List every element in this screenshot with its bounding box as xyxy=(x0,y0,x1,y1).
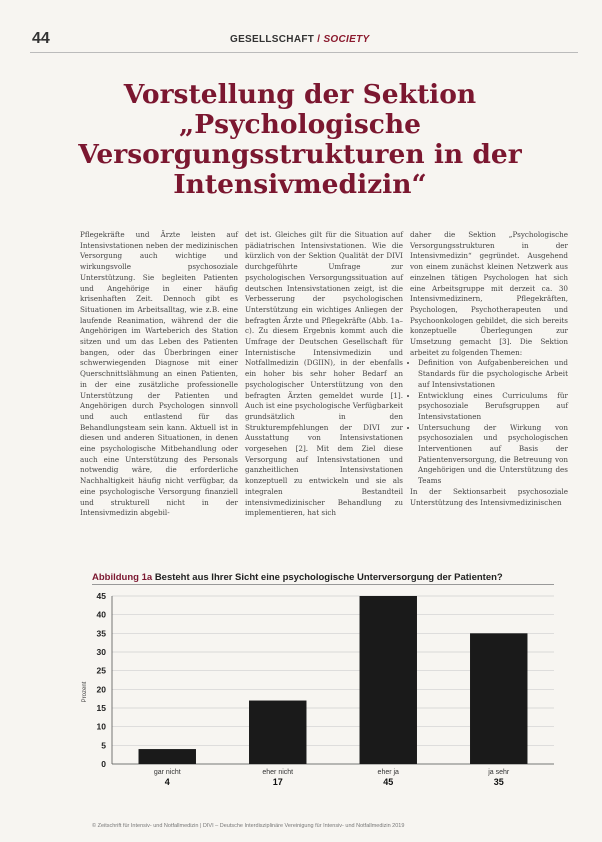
page-footer: © Zeitschrift für Intensiv- und Notfallmedizin | DIVI – Deutsche Interdisziplinäre Vereinigung für Intensiv- und Notfallmedizin 2019 xyxy=(92,823,405,829)
bar xyxy=(249,701,306,764)
list-item: • Definition von Aufgabenbereichen und Standards für die psychologische Arbeit auf Intensivstationen xyxy=(418,358,568,390)
body-paragraph: det ist. Gleiches gilt für die Situation auf pädiatrischen Intensivstationen. Wie die kürzlich von der Sektion Qualität der DIVI durchgeführte Umfrage zur psychologischen Versorgungssituation auf deutschen Intensivstationen zeigt, ist die Verbesserung der psychologischen Unterstützung ein wichtiges Anliegen der befragten Ärzte und Pflegekräfte (Abb. 1a–c). Zu diesem Ergebnis kommt auch die Umfrage der Deutschen Gesellschaft für Internistische Intensivmedizin und Notfallmedizin (DGIIN), in der ebenfalls ein hoher bis sehr hoher Bedarf an psychologischer Unterstützung von den befragten Ärzten gemeldet wurde [1]. Auch ist eine psychologische Verfügbarkeit grundsätzlich in den Strukturempfehlungen der DIVI zur Ausstattung von Intensivstationen vorgesehen [2]. Mit dem Ziel diese Versorgung auf Intensivstationen und ganzheitlichen Intensivstationen konzeptuell zu entwickeln und sie als integralen Bestandteil intensivmedizinischer Behandlung zu implementieren, hat sich xyxy=(245,230,403,518)
section-separator: / xyxy=(317,34,321,45)
x-tick-label: ja sehr xyxy=(488,769,510,776)
x-tick-label: eher nicht xyxy=(262,769,294,776)
body-paragraph: daher die Sektion „Psychologische Versorgungsstrukturen in der Intensivmedizin“ gegründet. Ausgehend von einem zunächst kleinen Netzwerk aus einzelnen tätigen Psychologen hat sich eine Arbeitsgruppe mit derzeit ca. 30 Intensivmedizinern, Pflegekräften, Psychologen, Psychotherapeuten und Psychoonkologen gebildet, die sich bereits konzeptuelle Überlegungen zur Umsetzung gemacht [3]. Die Sektion arbeitet zu folgenden Themen: xyxy=(410,230,568,357)
section-name: GESELLSCHAFT xyxy=(230,34,315,45)
data-label: 35 xyxy=(493,777,504,787)
list-item: • Entwicklung eines Curriculums für psychosoziale Berufsgruppen auf Intensivstationen xyxy=(418,391,568,423)
title-line: Versorgungsstrukturen in der xyxy=(78,139,522,170)
section-name-en: SOCIETY xyxy=(323,34,370,45)
page-number: 44 xyxy=(32,30,50,47)
data-label: 4 xyxy=(164,777,170,787)
y-axis-title: Prozent xyxy=(82,681,88,703)
x-tick-label: gar nicht xyxy=(153,769,181,776)
bar xyxy=(470,633,527,764)
data-label: 17 xyxy=(272,777,283,787)
bar xyxy=(360,596,417,764)
title-line: „Psychologische xyxy=(178,109,422,140)
bar xyxy=(139,749,196,764)
y-tick-label: 10 xyxy=(96,721,106,732)
y-tick-label: 15 xyxy=(96,703,106,713)
x-tick-label: eher ja xyxy=(377,769,399,776)
y-tick-label: 5 xyxy=(101,740,106,751)
title-line: Vorstellung der Sektion xyxy=(123,79,477,110)
y-tick-label: 0 xyxy=(101,759,106,769)
y-tick-label: 30 xyxy=(96,647,106,657)
title-line: Intensivmedizin“ xyxy=(173,169,427,200)
y-tick-label: 35 xyxy=(96,628,106,639)
y-tick-label: 45 xyxy=(96,591,106,601)
body-paragraph: Pflegekräfte und Ärzte leisten auf Intensivstationen neben der medizinischen Versorgung auch wichtige und wirkungsvolle psychosoziale Unterstützung. Sie begleiten Patienten und Angehörige in einer häufig krisenhaften Zeit. Dennoch gibt es Situationen im Arbeitsalltag, wie z.B. eine laufende Reanimation, während der die Angehörigen im Warteberich des Station sitzen und um das Leben des Patienten bangen, oder das Überbringen einer schwerwiegenden Diagnose mit einer Querschnittslähmung an einen Patienten, in der eine zusätzliche professionelle Unterstützung der Patienten und Angehörigen durch Psychologen sinnvoll und auch entlastend für das Behandlungsteam sein kann. Aktuell ist in diesen und anderen Situationen, in denen eine psychologische Mitbehandlung oder auch eine Unterstützung des Personals notwendig wäre, die erforderliche Nachhaltigkeit häufig nicht verfügbar, da eine psychologische Versorgung finanziell und strukturell nicht in der Intensivmedizin abgebil- xyxy=(80,230,238,518)
figure-question: Besteht aus Ihrer Sicht eine psychologische Unterversorgung der Patienten? xyxy=(154,572,503,583)
data-label: 45 xyxy=(383,777,394,787)
y-tick-label: 25 xyxy=(96,665,106,676)
figure-label: Abbildung 1a xyxy=(92,572,153,583)
y-tick-label: 40 xyxy=(96,609,106,620)
y-tick-label: 20 xyxy=(96,684,106,695)
body-paragraph: In der Sektionsarbeit psychosoziale Unterstützung des Intensivmedizinischen xyxy=(410,486,568,507)
list-item: • Untersuchung der Wirkung von psychosozialen und psychologischen Interventionen auf Basis der Patientenversorgung, die Betreuung von Angehörigen und die Unterstützung des Teams xyxy=(418,423,568,487)
